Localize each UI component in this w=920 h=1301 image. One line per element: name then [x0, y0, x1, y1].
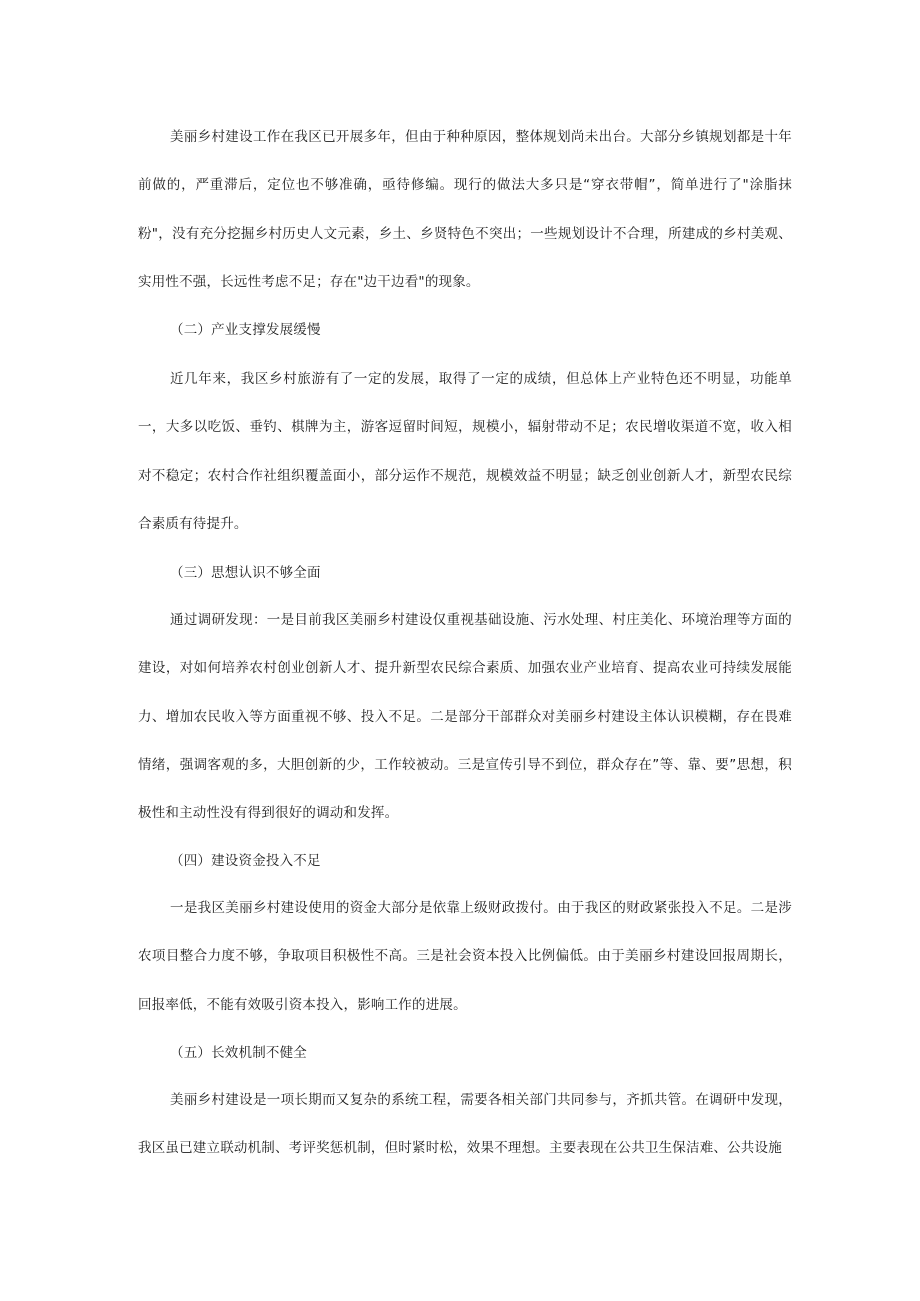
section-heading-mechanism: （五）长效机制不健全 [170, 1045, 307, 1061]
paragraph-planning: 美丽乡村建设工作在我区已开展多年，但由于种种原因，整体规划尚未出台。大部分乡镇规划都是十年前做的，严重滞后，定位也不够准确，亟待修编。现行的做法大多只是“穿衣带帽”，简单进行了"涂脂抹粉"，没有充分挖掘乡村历史人文元素，乡土、乡贤特色不突出；一些规划设计不合理，所建成的乡村美观、实用性不强，长远性考虑不足；存在"边干边看"的现象。 [138, 129, 792, 290]
section-heading-industry: （二）产业支撑发展缓慢 [170, 322, 321, 338]
paragraph-industry: 近几年来，我区乡村旅游有了一定的发展，取得了一定的成绩，但总体上产业特色还不明显，功能单一，大多以吃饭、垂钓、棋牌为主，游客逗留时间短，规模小，辐射带动不足；农民增收渠道不宽，收入相对不稳定；农村合作社组织覆盖面小，部分运作不规范，规模效益不明显；缺乏创业创新人才，新型农民综合素质有待提升。 [138, 371, 792, 532]
section-heading-awareness: （三）思想认识不够全面 [170, 565, 321, 581]
paragraph-mechanism: 美丽乡村建设是一项长期而又复杂的系统工程，需要各相关部门共同参与，齐抓共管。在调研中发现，我区虽已建立联动机制、考评奖惩机制，但时紧时松，效果不理想。主要表现在公共卫生保洁难、公共设施 [138, 1092, 792, 1157]
paragraph-funding: 一是我区美丽乡村建设使用的资金大部分是依靠上级财政拨付。由于我区的财政紧张投入不足。二是涉农项目整合力度不够，争取项目积极性不高。三是社会资本投入比例偏低。由于美丽乡村建设回报周期长，回报率低，不能有效吸引资本投入，影响工作的进展。 [138, 900, 792, 1013]
section-heading-funding: （四）建设资金投入不足 [170, 853, 321, 869]
paragraph-awareness: 通过调研发现：一是目前我区美丽乡村建设仅重视基础设施、污水处理、村庄美化、环境治理等方面的建设，对如何培养农村创业创新人才、提升新型农民综合素质、加强农业产业培育、提高农业可持续发展能力、增加农民收入等方面重视不够、投入不足。二是部分干部群众对美丽乡村建设主体认识模糊，存在畏难情绪，强调客观的多，大胆创新的少，工作较被动。三是宣传引导不到位，群众存在”等、靠、要”思想，积极性和主动性没有得到很好的调动和发挥。 [138, 612, 792, 822]
